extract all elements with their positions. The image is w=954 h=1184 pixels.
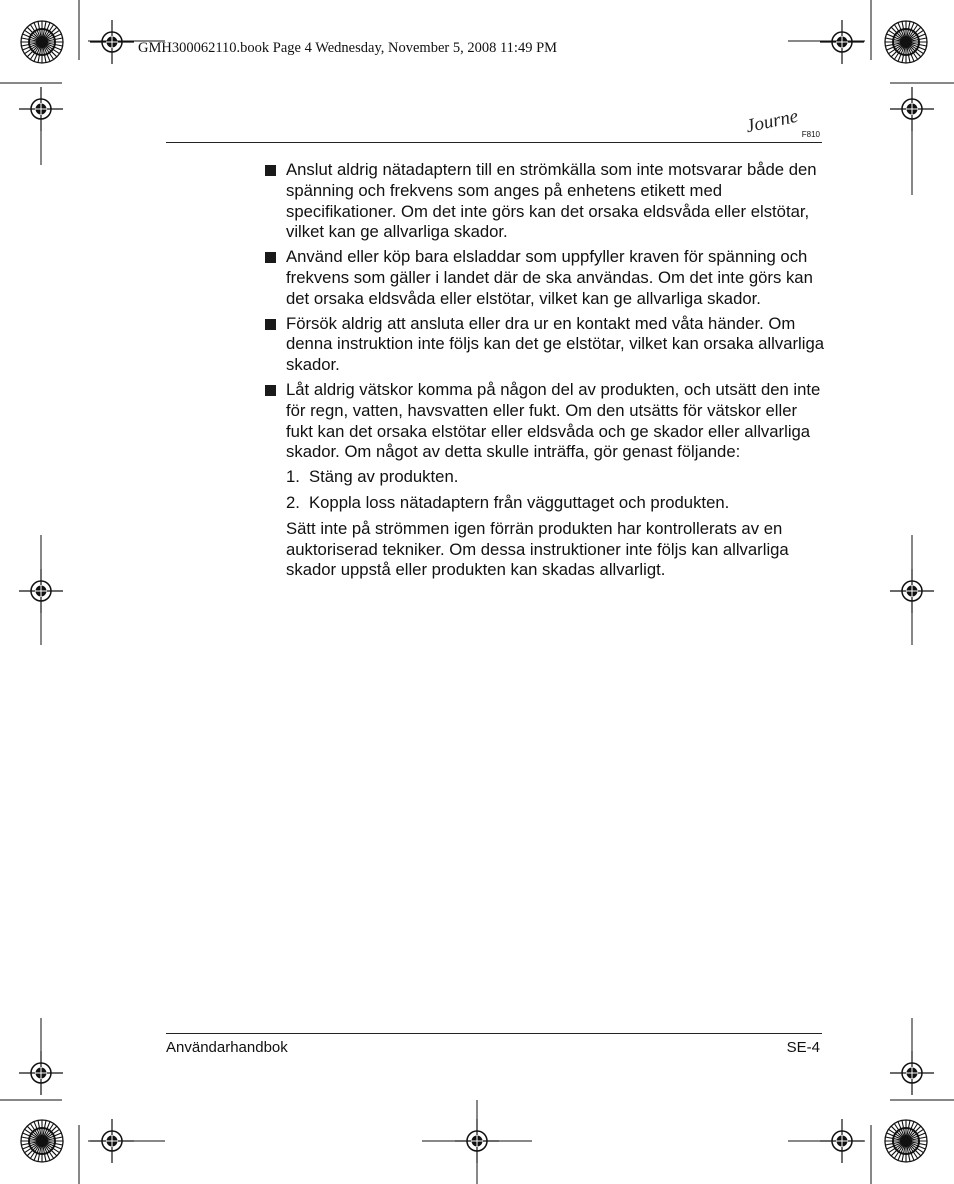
- bullet-text: Låt aldrig vätskor komma på någon del av produkten, och utsätt den inte för regn, vatten, havsvatten eller fukt. Om den utsätts för vätskor eller fukt kan det orsaka elstötar eller eldsvåda och ge skador eller allvarliga skador. Om något av detta skulle inträffa, gör genast följande:: [286, 379, 821, 462]
- bullet-item: [264, 380, 824, 463]
- footer-rule: [166, 1033, 822, 1034]
- slug-line: GMH300062110.book Page 4 Wednesday, November 5, 2008 11:49 PM: [138, 40, 558, 56]
- step-number: 2.: [286, 492, 300, 512]
- step-text: Koppla loss nätadaptern från vägguttaget och produkten.: [309, 492, 730, 512]
- square-bullet-icon: [265, 165, 276, 176]
- step-item: [264, 493, 824, 514]
- step-number: 1.: [286, 467, 300, 487]
- bullet-item: [264, 160, 824, 243]
- square-bullet-icon: [265, 252, 276, 263]
- safety-content: [264, 160, 824, 581]
- square-bullet-icon: [265, 385, 276, 396]
- model-label: F810: [801, 130, 820, 139]
- bullet-item: [264, 247, 824, 309]
- footer-manual-title: Användarhandbok: [166, 1039, 288, 1056]
- header-rule: [166, 142, 822, 143]
- step-text: Stäng av produkten.: [309, 467, 459, 487]
- step-item: [264, 467, 824, 488]
- page-number: SE-4: [786, 1039, 820, 1056]
- bullet-item: [264, 314, 824, 376]
- closing-paragraph: Sätt inte på strömmen igen förrän produkten har kontrollerats av en auktoriserad tekniker. Om dessa instruktioner inte följs kan allvarliga skador uppstå eller produkten kan skadas allvarligt.: [286, 518, 789, 580]
- bullet-text: Använd eller köp bara elsladdar som uppfyller kraven för spänning och frekvens som gäller i landet där de ska användas. Om det inte görs kan det orsaka eldsvåda eller elstötar, vilket kan ge allvarliga skador.: [286, 247, 813, 308]
- svg-text:Journe: Journe: [744, 105, 801, 138]
- bullet-text: Försök aldrig att ansluta eller dra ur en kontakt med våta händer. Om denna instruktion inte följs kan det ge elstötar, vilket kan orsaka allvarliga skador.: [286, 313, 825, 375]
- square-bullet-icon: [265, 319, 276, 330]
- bullet-text: Anslut aldrig nätadaptern till en strömkälla som inte motsvarar både den spänning och frekvens som anges på enhetens etikett med specifikationer. Om det inte görs kan det orsaka eldsvåda eller elstötar, vilket kan ge allvarliga skador.: [286, 160, 817, 242]
